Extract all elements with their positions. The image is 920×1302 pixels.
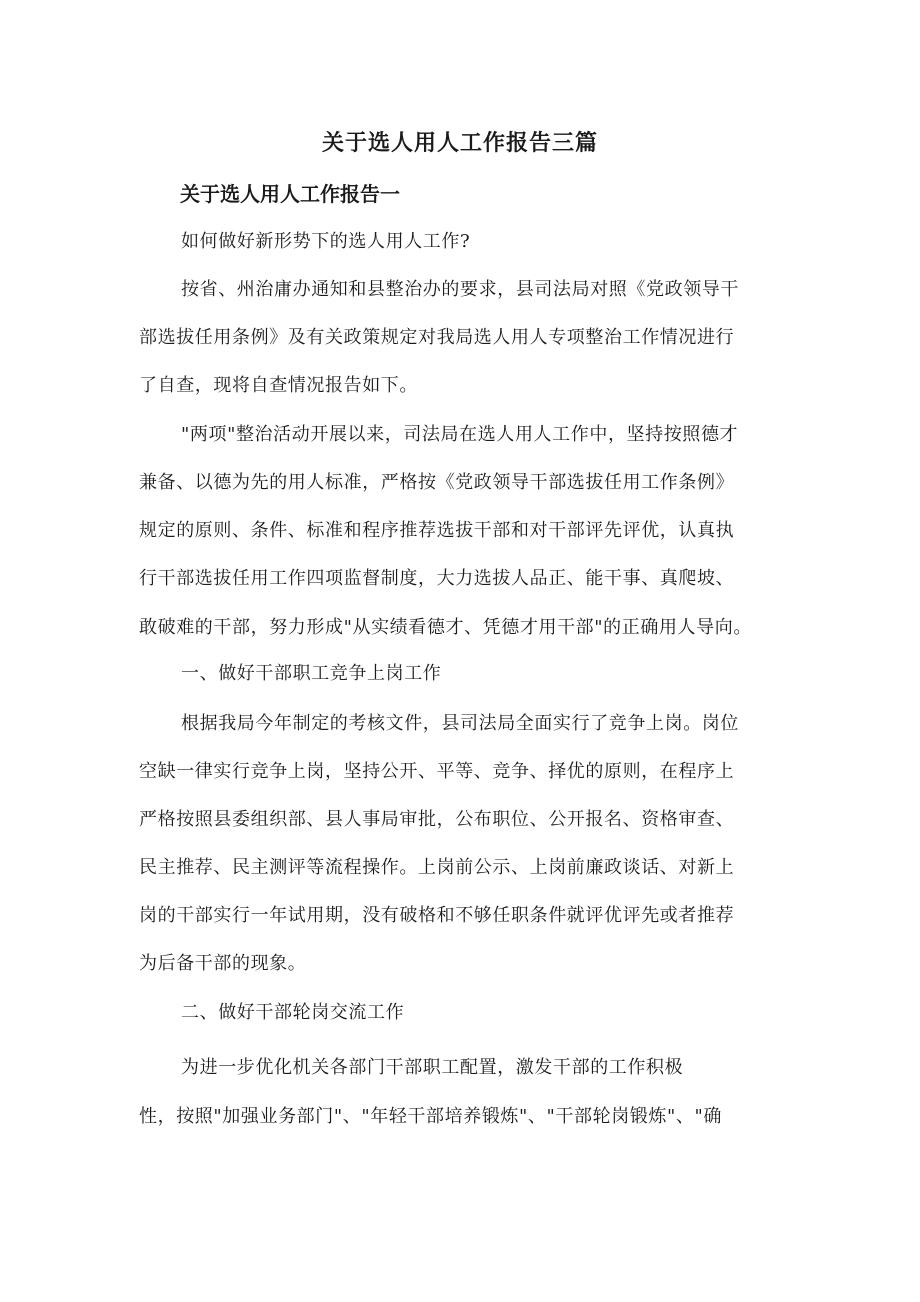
paragraph-line: 规定的原则、条件、标准和程序推荐选拔干部和对干部评先评优，认真执: [139, 520, 735, 541]
paragraph-line: 按省、州治庸办通知和县整治办的要求，县司法局对照《党政领导干: [181, 279, 739, 300]
paragraph-line: 敢破难的干部，努力形成"从实绩看德才、凭德才用干部"的正确用人导向。: [139, 617, 752, 638]
paragraph-line: 了自查，现将自查情况报告如下。: [139, 375, 418, 396]
paragraph-line: 岗的干部实行一年试用期，没有破格和不够任职条件就评优评先或者推荐: [139, 905, 735, 926]
paragraph-line: 为后备干部的现象。: [139, 953, 307, 974]
paragraph-line: 性，按照"加强业务部门"、"年轻干部培养锻炼"、"干部轮岗锻炼"、"确: [139, 1106, 722, 1127]
subheading-two: 二、做好干部轮岗交流工作: [181, 1002, 405, 1023]
paragraph-line: 严格按照县委组织部、县人事局审批，公布职位、公开报名、资格审查、: [139, 809, 735, 830]
paragraph-line: 空缺一律实行竞争上岗，坚持公开、平等、竞争、择优的原则，在程序上: [139, 761, 735, 782]
paragraph-line: 为进一步优化机关各部门干部职工配置，激发干部的工作积极: [181, 1057, 684, 1078]
paragraph-line: 部选拔任用条例》及有关政策规定对我局选人用人专项整治工作情况进行: [139, 327, 735, 348]
paragraph-line: 兼备、以德为先的用人标准，严格按《党政领导干部选拔任用工作条例》: [139, 472, 735, 493]
paragraph-line: 行干部选拔任用工作四项监督制度，大力选拔人品正、能干事、真爬坡、: [139, 568, 735, 589]
paragraph-line: 根据我局今年制定的考核文件，县司法局全面实行了竞争上岗。岗位: [181, 713, 739, 734]
section-title: 关于选人用人工作报告一: [180, 182, 400, 206]
intro-question: 如何做好新形势下的选人用人工作?: [181, 231, 471, 252]
subheading-one: 一、做好干部职工竞争上岗工作: [181, 663, 442, 684]
paragraph-line: 民主推荐、民主测评等流程操作。上岗前公示、上岗前廉政谈话、对新上: [139, 857, 735, 878]
paragraph-line: "两项"整治活动开展以来，司法局在选人用人工作中，坚持按照德才: [181, 424, 739, 445]
document-title: 关于选人用人工作报告三篇: [321, 131, 598, 156]
